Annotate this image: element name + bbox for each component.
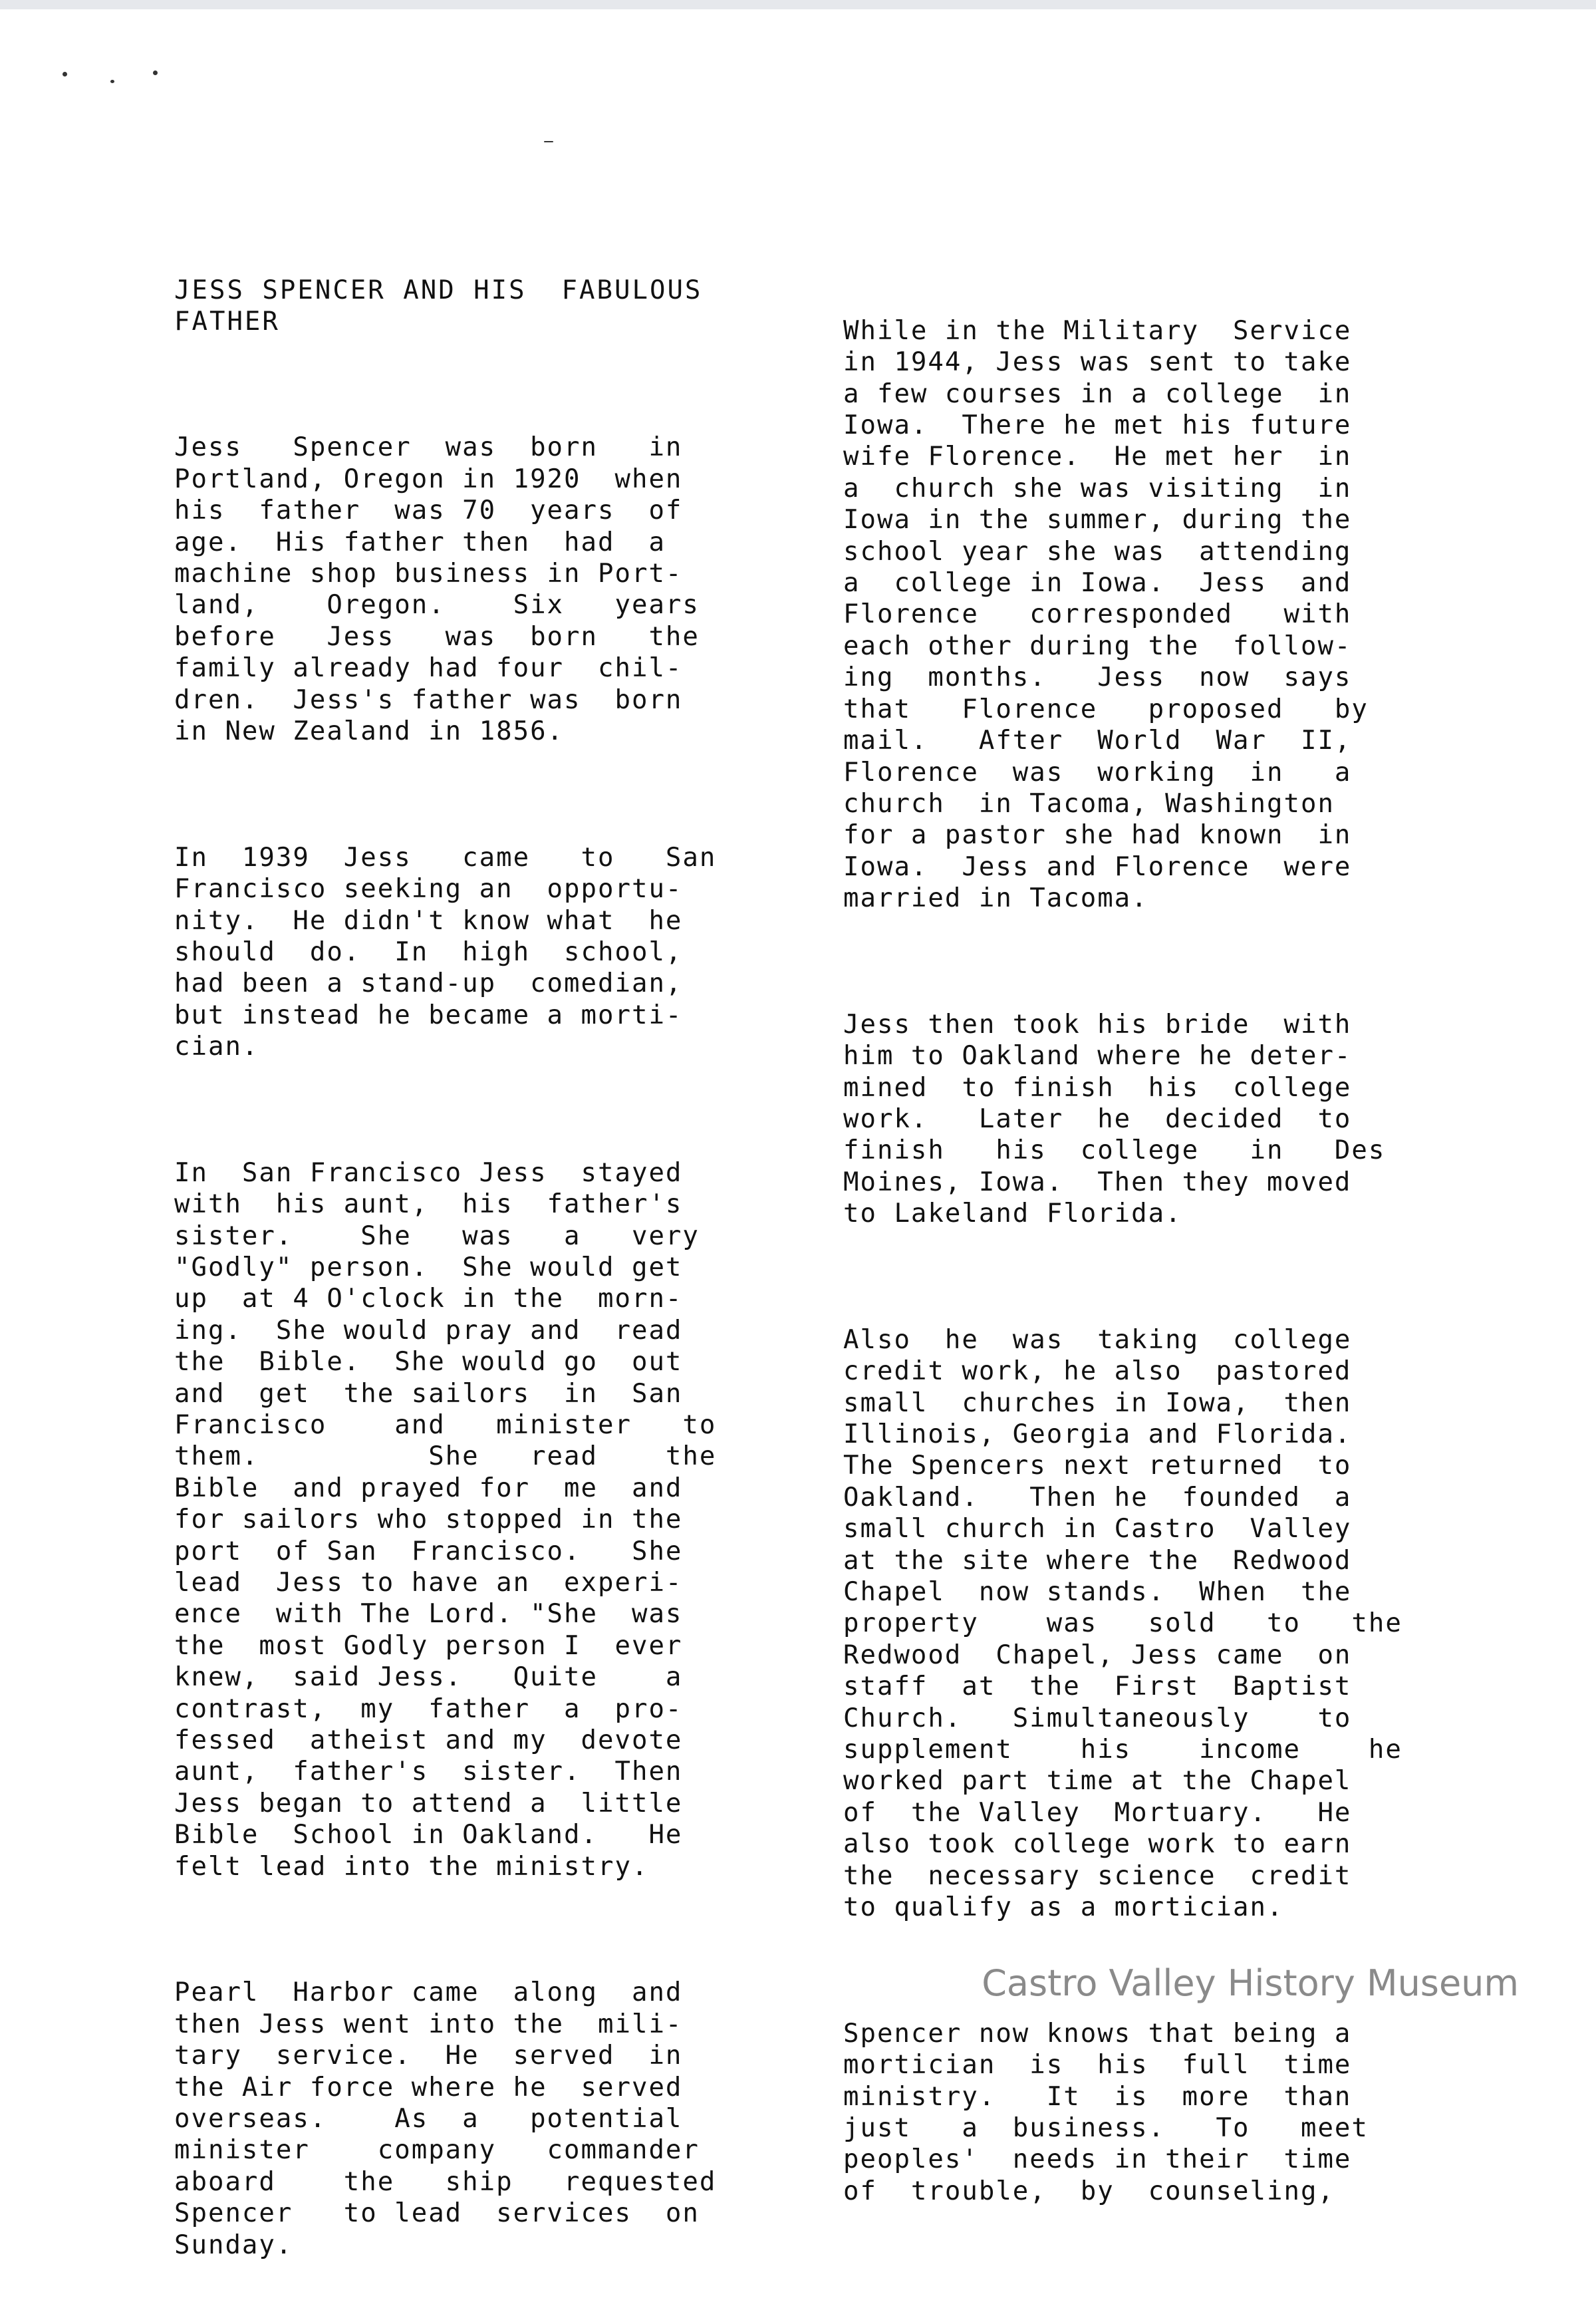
scan-speck bbox=[153, 71, 158, 75]
paragraph-churches: Also he was taking college credit work, he also pastored small churches in Iowa, then Illinois, Georgia and Florida. The Spencers next returned to Oakland. Then he founded a small church in Castro Valley at the site where the Redwood Chapel now stands. When the property was sold to the Redwood Chapel, Jess came on staff at the First Baptist Church. Simultaneously to supplement his income he worked part time at the Chapel of the Valley Mortuary. He also took college work to earn the necessary science credit to qualify as a mortician. bbox=[843, 1324, 1402, 1923]
scan-top-edge bbox=[0, 0, 1596, 9]
paragraph-san-francisco-arrival: In 1939 Jess came to San Francisco seeking an opportu- nity. He didn't know what he should do. In high school, had been a stand-up comedian, but instead he became a morti- cian. bbox=[174, 842, 717, 1062]
museum-watermark: Castro Valley History Museum bbox=[982, 1962, 1519, 2004]
paragraph-birth: Jess Spencer was born in Portland, Oregon in 1920 when his father was 70 years of age. His father then had a machine shop business in Port- land, Oregon. Six years before Jess was born the family already had four chil- dren. Jess's father was born in New Zealand in 1856. bbox=[174, 432, 700, 747]
paragraph-college: Jess then took his bride with him to Oakland where he deter- mined to finish his college work. Later he decided to finish his college in Des Moines, Iowa. Then they moved to Lakeland Florida. bbox=[843, 1009, 1386, 1229]
scan-speck bbox=[110, 80, 114, 83]
paragraph-florence: While in the Military Service in 1944, Jess was sent to take a few courses in a college in Iowa. There he met his future wife Florence. He met her in a church she was visiting in Iowa in the summer, during the school year she was attending a college in Iowa. Jess and Florence corresponded with each other during the follow- ing months. Jess now says that Florence proposed by mail. After World War II, Florence was working in a church in Tacoma, Washington for a pastor she had known in Iowa. Jess and Florence were married in Tacoma. bbox=[843, 315, 1369, 914]
scan-speck bbox=[63, 72, 67, 76]
article-title: JESS SPENCER AND HIS FABULOUS FATHER bbox=[174, 275, 703, 337]
paragraph-aunt: In San Francisco Jess stayed with his aunt, his father's sister. She was a very "Godly" person. She would get up at 4 O'clock in the morn- ing. She would pray and read the Bible. She would go out and get the sailors in San Francisco and minister to them. She read the Bible and prayed for me and for sailors who stopped in the port of San Francisco. She lead Jess to have an experi- ence with The Lord. "She was the most Godly person I ever knew, said Jess. Quite a contrast, my father a pro- fessed atheist and my devote aunt, father's sister. Then Jess began to attend a little Bible School in Oakland. He felt lead into the ministry. bbox=[174, 1157, 717, 1882]
paragraph-military: Pearl Harbor came along and then Jess went into the mili- tary service. He served in the Air force where he served overseas. As a potential minister company commander aboard the ship requested Spencer to lead services on Sunday. bbox=[174, 1977, 717, 2260]
paragraph-ministry: Spencer now knows that being a mortician is his full time ministry. It is more than just a business. To meet peoples' needs in their time of trouble, by counseling, bbox=[843, 2018, 1369, 2206]
scan-speck bbox=[544, 141, 553, 142]
left-column bbox=[174, 212, 759, 2324]
